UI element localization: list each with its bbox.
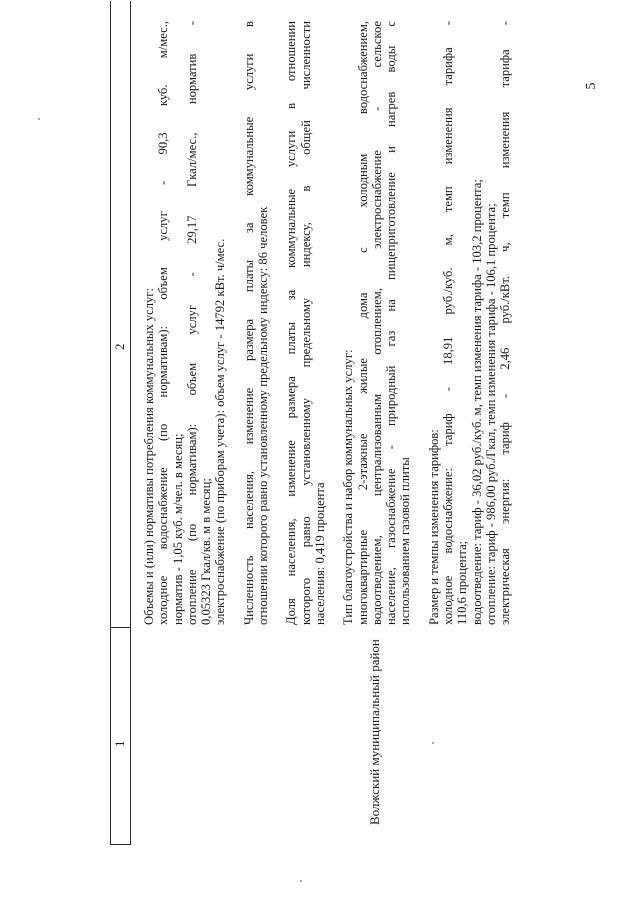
text-line: Размер и темпы изменения тарифов: <box>426 429 441 625</box>
table-content <box>142 21 527 625</box>
text-line: холодное водоснабжение: тариф - 18,91 руб./куб. м, темп изменения тарифа - <box>441 21 456 625</box>
text-line: водоотведение: тариф - 36,02 руб./куб. м, темп изменения тарифа - 103,2 процента; <box>469 179 484 625</box>
text-block <box>341 21 412 625</box>
text-line: Объемы и (или) нормативы потребления коммунальных услуг: <box>142 288 156 625</box>
text-line: Доля населения, изменение размера платы за коммунальные услуги в отношении <box>284 21 299 625</box>
text-line: норматив - 1,05 куб. м/чел. в месяц; <box>170 433 185 625</box>
text-line: отопление: тариф - 986,00 руб./Гкал, темп изменения тарифа - 106,1 процента; <box>483 203 498 625</box>
text-block <box>427 21 513 625</box>
text-line: которого равно установленному предельному индексу, в общей численности <box>298 21 313 625</box>
text-line: электроснабжение (по приборам учета): объем услуг - 14792 кВт. ч/мес. <box>213 238 228 625</box>
text-block <box>142 21 228 625</box>
page-number: 5 <box>584 82 599 90</box>
text-line: многоквартирные 2-этажные жилые дома с холодным водоснабжением, <box>355 21 370 625</box>
table-column-divider <box>110 627 130 628</box>
table-top-border <box>110 1 111 845</box>
text-line: население, газоснабжение - природный газ на пищеприготовление и нагрев воды с <box>384 21 399 625</box>
text-line: 0,05323 Гкал/кв. м в месяц; <box>199 478 214 625</box>
column-header-2: 2 <box>112 343 127 350</box>
text-line: отношении которого равно установленному предельному индексу: 86 человек <box>256 206 271 625</box>
text-line: 110,6 процента; <box>455 540 470 625</box>
text-block <box>242 21 271 625</box>
text-line: отопление (по нормативам): объем услуг - 29,17 Гкал/мес., норматив - <box>184 21 199 625</box>
text-line: водоотведением, централизованным отоплением, электроснабжение - сельское <box>369 21 384 625</box>
text-line: холодное водоснабжение (по нормативам): объем услуг - 90,3 куб. м/мес., <box>156 21 171 625</box>
table-left-border <box>110 844 130 845</box>
text-line: электрическая энергия: тариф - 2,46 руб./кВт. ч, темп изменения тарифа - <box>498 21 513 625</box>
table-header-divider <box>130 1 131 845</box>
text-line: Тип благоустройства и набор коммунальных услуг: <box>341 349 356 625</box>
district-name: Волжский муниципальный район <box>367 639 382 825</box>
column-header-1: 1 <box>112 740 127 747</box>
text-line: населения: 0,419 процента <box>312 482 327 625</box>
text-line: использованием газовой плиты <box>398 457 413 625</box>
text-line: Численность населения, изменение размера платы за коммунальные услуги в <box>241 21 256 625</box>
text-block <box>284 21 327 625</box>
